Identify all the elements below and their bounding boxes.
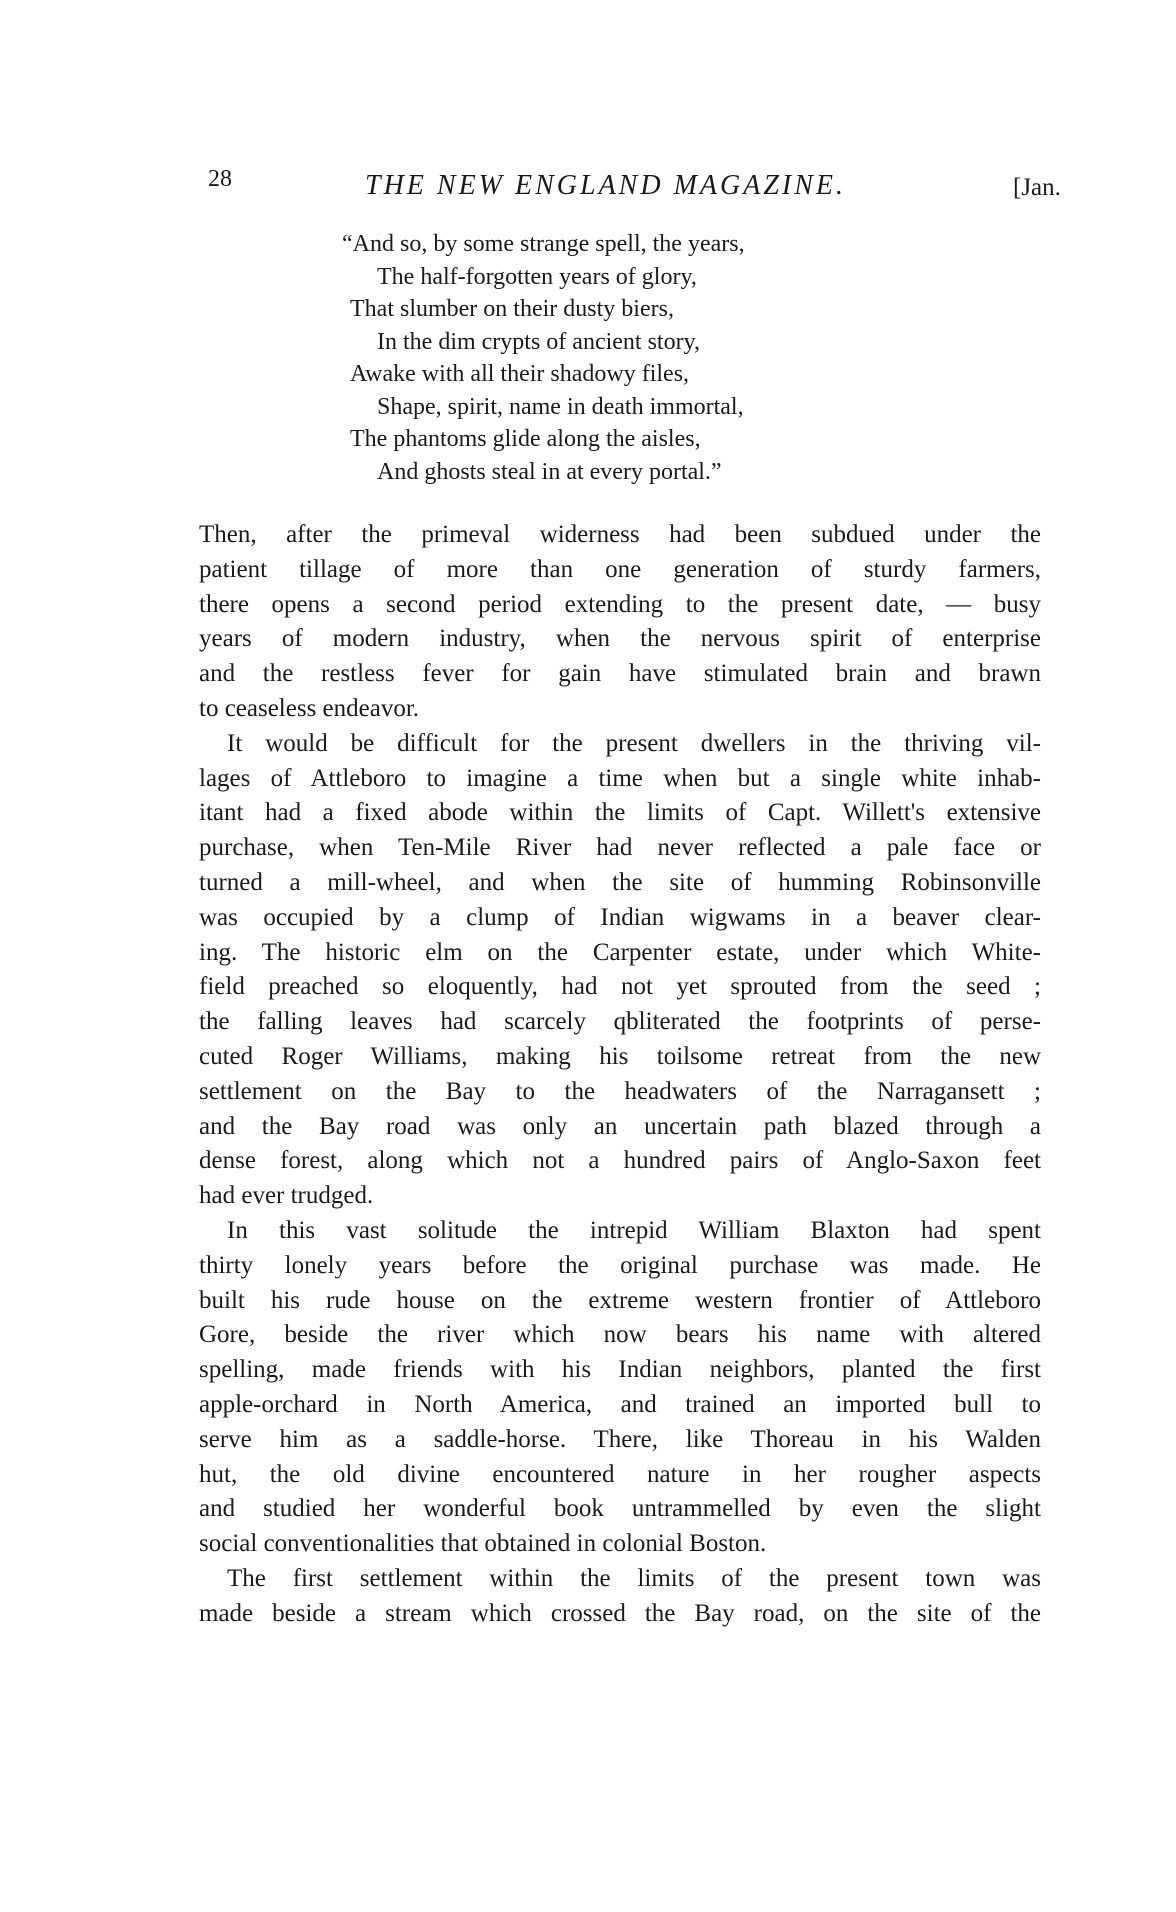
text-line: settlement on the Bay to the headwaters of the Narragansett ; xyxy=(199,1077,1041,1105)
text-line: patient tillage of more than one generation of sturdy farmers, xyxy=(199,555,1041,583)
text-line: purchase, when Ten-Mile River had never reflected a pale face or xyxy=(199,834,1041,862)
text-line: dense forest, along which not a hundred pairs of Anglo-Saxon feet xyxy=(199,1147,1041,1175)
paragraph xyxy=(199,518,1041,727)
paragraph xyxy=(199,727,1041,1214)
text-line: thirty lonely years before the original purchase was made. He xyxy=(199,1251,1041,1279)
text-line: was occupied by a clump of Indian wigwams in a beaver clear- xyxy=(199,903,1041,931)
poem-line: That slumber on their dusty biers, xyxy=(350,296,674,322)
text-line: In this vast solitude the intrepid William Blaxton had spent xyxy=(227,1216,1041,1244)
text-line: years of modern industry, when the nervous spirit of enterprise xyxy=(199,625,1041,653)
text-line: to ceaseless endeavor. xyxy=(199,694,420,722)
text-line: apple-orchard in North America, and trained an imported bull to xyxy=(199,1390,1041,1418)
poem-line: “And so, by some strange spell, the years, xyxy=(342,231,745,257)
text-line: cuted Roger Williams, making his toilsome retreat from the new xyxy=(199,1042,1041,1070)
poem-line: The half-forgotten years of glory, xyxy=(377,263,697,290)
text-line: itant had a fixed abode within the limits of Capt. Willett's extensive xyxy=(199,799,1041,827)
text-line: there opens a second period extending to the present date, — busy xyxy=(199,590,1041,618)
text-line: turned a mill-wheel, and when the site of humming Robinsonville xyxy=(199,868,1041,896)
paragraph xyxy=(199,1214,1041,1562)
poem-line: The phantoms glide along the aisles, xyxy=(350,426,701,452)
poem-line: In the dim crypts of ancient story, xyxy=(377,328,701,355)
text-line: The first settlement within the limits of the present town was xyxy=(227,1564,1041,1592)
text-line: serve him as a saddle-horse. There, like Thoreau in his Walden xyxy=(199,1425,1041,1453)
text-line: and the restless fever for gain have stimulated brain and brawn xyxy=(199,660,1041,688)
poem-line: Shape, spirit, name in death immortal, xyxy=(377,393,744,420)
text-line: field preached so eloquently, had not yet sprouted from the seed ; xyxy=(199,973,1041,1001)
text-line: Gore, beside the river which now bears his name with altered xyxy=(199,1321,1041,1349)
month-label: [Jan. xyxy=(1013,174,1061,201)
text-line: lages of Attleboro to imagine a time when but a single white inhab- xyxy=(199,764,1041,792)
paragraph xyxy=(199,1562,1041,1632)
text-line: social conventionalities that obtained in colonial Boston. xyxy=(199,1530,767,1558)
text-line: made beside a stream which crossed the Bay road, on the site of the xyxy=(199,1599,1041,1627)
poem-quote xyxy=(342,228,745,488)
text-line: Then, after the primeval widerness had been subdued under the xyxy=(199,521,1041,548)
text-line: and studied her wonderful book untrammelled by even the slight xyxy=(199,1495,1041,1523)
poem-line: Awake with all their shadowy files, xyxy=(350,361,690,387)
text-line: ing. The historic elm on the Carpenter estate, under which White- xyxy=(199,938,1041,966)
text-line: It would be difficult for the present dwellers in the thriving vil- xyxy=(227,729,1041,757)
page-number: 28 xyxy=(208,166,232,192)
text-line: hut, the old divine encountered nature in her rougher aspects xyxy=(199,1460,1041,1488)
text-line: spelling, made friends with his Indian neighbors, planted the first xyxy=(199,1356,1041,1384)
running-title: THE NEW ENGLAND MAGAZINE. xyxy=(365,170,846,201)
text-line: and the Bay road was only an uncertain path blazed through a xyxy=(199,1112,1041,1140)
poem-line: And ghosts steal in at every portal.” xyxy=(377,458,722,485)
text-line: the falling leaves had scarcely qbliterated the footprints of perse- xyxy=(199,1008,1041,1036)
text-line: built his rude house on the extreme western frontier of Attleboro xyxy=(199,1286,1041,1314)
text-line: had ever trudged. xyxy=(199,1182,374,1210)
body-text xyxy=(199,518,1041,1632)
